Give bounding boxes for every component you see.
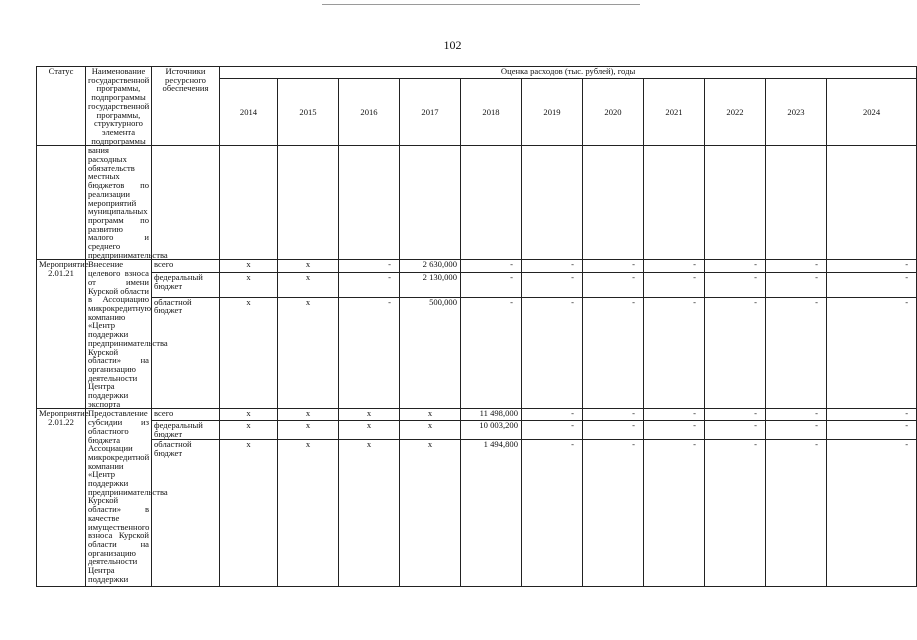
value-cell-2014: x	[220, 439, 278, 586]
value-cell-2021: -	[644, 260, 705, 273]
table-row	[37, 260, 917, 273]
value-cell-2017: 2 630,000	[400, 260, 461, 273]
funding-source: областной бюджет	[152, 439, 220, 586]
value-cell-2021: -	[644, 439, 705, 586]
table-row	[37, 409, 917, 421]
top-rule	[322, 4, 640, 5]
funding-source: федеральный бюджет	[152, 421, 220, 439]
value-cell-2020: -	[583, 273, 644, 297]
table-row	[37, 421, 917, 439]
value-cell-2014: x	[220, 421, 278, 439]
value-cell-2018: -	[461, 297, 522, 409]
year-header-2017: 2017	[400, 79, 461, 146]
value-cell-2021: -	[644, 273, 705, 297]
value-cell-2022: -	[705, 273, 766, 297]
value-cell-2019: -	[522, 409, 583, 421]
measure-name: Предоставление субсидии из областного бюджета Ассоциации микрокредитной компании «Центр поддержки предпринимательства Курской области» в качестве имущественного взноса Курской области на организацию деятельности Центра поддержки	[86, 409, 152, 586]
value-cell-2022: -	[705, 297, 766, 409]
value-cell-2023: -	[766, 409, 827, 421]
value-cell-2015: x	[278, 421, 339, 439]
value-cell-2017: 2 130,000	[400, 273, 461, 297]
value-cell-2018: 11 498,000	[461, 409, 522, 421]
year-header-2021: 2021	[644, 79, 705, 146]
value-cell-2022: -	[705, 260, 766, 273]
value-cell-2014: x	[220, 409, 278, 421]
value-cell-2014: x	[220, 273, 278, 297]
value-cell-2015: x	[278, 297, 339, 409]
value-cell-2023: -	[766, 439, 827, 586]
year-header-2020: 2020	[583, 79, 644, 146]
value-cell-2018: -	[461, 273, 522, 297]
value-cell-2020: -	[583, 260, 644, 273]
value-cell-2024: -	[827, 297, 917, 409]
value-cell-2022: -	[705, 409, 766, 421]
value-cell-2021: -	[644, 409, 705, 421]
value-cell-2023: -	[766, 421, 827, 439]
value-cell-2022: -	[705, 421, 766, 439]
header-name: Наименование государственной программы, подпрограммы государственной программы, структурного элемента подпрограммы	[86, 67, 152, 146]
page-number: 102	[443, 38, 462, 52]
value-cell-2018: 1 494,800	[461, 439, 522, 586]
value-cell-2017: x	[400, 421, 461, 439]
value-cell-2016: x	[339, 409, 400, 421]
value-cell-2024: -	[827, 273, 917, 297]
value-cell-2018: 10 003,200	[461, 421, 522, 439]
value-cell-2016: -	[339, 297, 400, 409]
value-cell-2022: -	[705, 439, 766, 586]
source-cell-empty	[152, 146, 220, 260]
funding-source: областной бюджет	[152, 297, 220, 409]
year-header-2024: 2024	[827, 79, 917, 146]
value-cell-2020: -	[583, 297, 644, 409]
value-cell-2018: -	[461, 260, 522, 273]
value-cell-2019: -	[522, 273, 583, 297]
measure-name: Внесение целевого взноса от имени Курской области в Ассоциацию микрокредитную компанию «Центр поддержки предпринимательства Курской области» на организацию деятельности Центра поддержки экспорта	[86, 260, 152, 409]
value-cell-2024: -	[827, 260, 917, 273]
measure-status: Мероприятие 2.01.22	[37, 409, 86, 586]
value-cell-2016: x	[339, 439, 400, 586]
value-cell-2016: x	[339, 421, 400, 439]
value-cell-2019: -	[522, 297, 583, 409]
value-cell-2017: x	[400, 409, 461, 421]
funding-source: всего	[152, 260, 220, 273]
table-row	[37, 273, 917, 297]
table-row	[37, 297, 917, 409]
funding-source: всего	[152, 409, 220, 421]
measure-status: Мероприятие 2.01.21	[37, 260, 86, 409]
value-cell-2014: x	[220, 297, 278, 409]
value-cell-2016: -	[339, 273, 400, 297]
value-cell-2023: -	[766, 273, 827, 297]
value-cell-2015: x	[278, 439, 339, 586]
value-cell-2015: x	[278, 273, 339, 297]
value-cell-2020: -	[583, 421, 644, 439]
expenditure-table	[36, 66, 917, 587]
year-header-2022: 2022	[705, 79, 766, 146]
value-cell-2023: -	[766, 260, 827, 273]
year-header-2015: 2015	[278, 79, 339, 146]
value-cell-2020: -	[583, 409, 644, 421]
value-cell-2023: -	[766, 297, 827, 409]
header-costs: Оценка расходов (тыс. рублей), годы	[220, 67, 917, 79]
header-sources: Источники ресурсного обеспечения	[152, 67, 220, 146]
header-status: Статус	[37, 67, 86, 146]
value-cell-2024: -	[827, 421, 917, 439]
value-cell-2015: x	[278, 260, 339, 273]
value-cell-2019: -	[522, 421, 583, 439]
value-cell-2024: -	[827, 439, 917, 586]
value-cell-2016: -	[339, 260, 400, 273]
value-cell-2017: x	[400, 439, 461, 586]
value-cell-2021: -	[644, 421, 705, 439]
year-header-2019: 2019	[522, 79, 583, 146]
value-cell-2014: x	[220, 260, 278, 273]
value-cell-2024: -	[827, 409, 917, 421]
value-cell-2020: -	[583, 439, 644, 586]
value-cell-2019: -	[522, 260, 583, 273]
continuation-text: вания расходных обязательств местных бюджетов по реализации мероприятий муниципальных программ по развитию малого и среднего предпринимательства	[86, 146, 152, 260]
value-cell-2017: 500,000	[400, 297, 461, 409]
value-cell-2015: x	[278, 409, 339, 421]
status-cell-empty	[37, 146, 86, 260]
year-header-2023: 2023	[766, 79, 827, 146]
year-header-2018: 2018	[461, 79, 522, 146]
funding-source: федеральный бюджет	[152, 273, 220, 297]
value-cell-2021: -	[644, 297, 705, 409]
value-cell-2019: -	[522, 439, 583, 586]
year-header-2016: 2016	[339, 79, 400, 146]
table-row	[37, 439, 917, 586]
year-header-2014: 2014	[220, 79, 278, 146]
